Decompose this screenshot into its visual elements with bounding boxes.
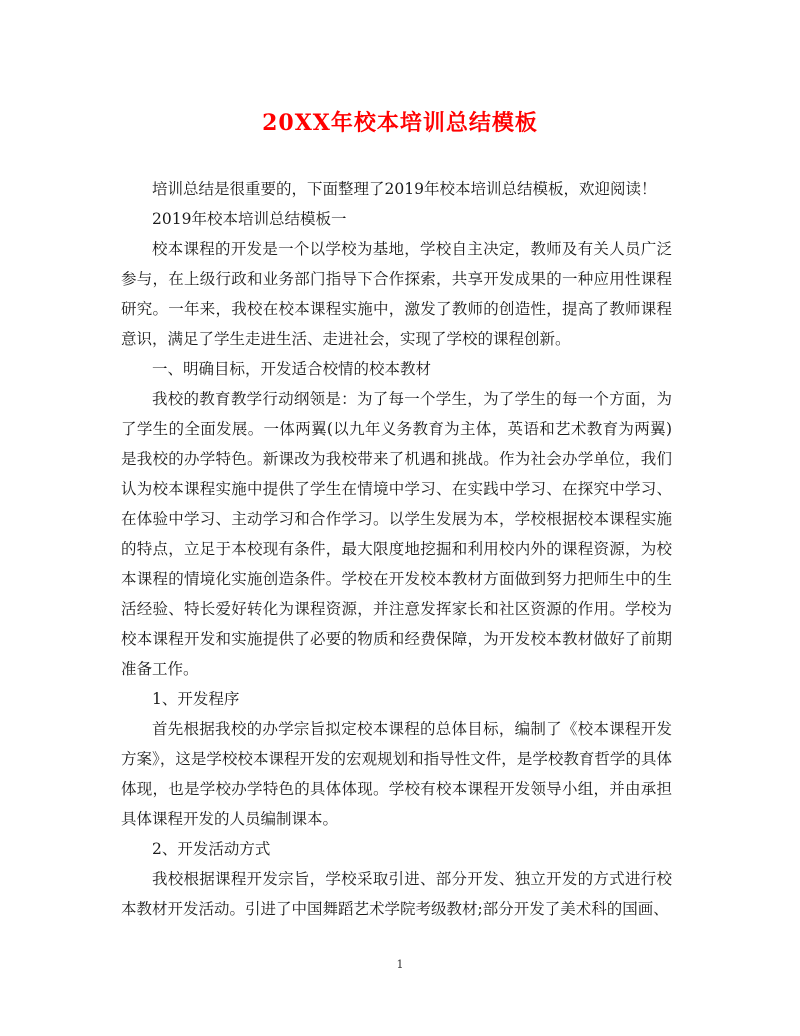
subheading-development-process: 1、开发程序 (152, 690, 240, 708)
subheading-activity-method: 2、开发活动方式 (152, 840, 271, 858)
page-number: 1 (396, 958, 404, 971)
paragraph-section-1: 我校的教育教学行动纲领是：为了每一个学生，为了学生的每一个方面，为了学生的全面发展。一体两翼(以九年义务教育为主体，英语和艺术教育为两翼)是我校的办学特色。新课改为我校带来了机遇和挑战。作为社会办学单位，我们认为校本课程实施中提供了学生在情境中学习、在实践中学习、在探究中学习、在体验中学习、主动学习和合作学习。以学生发展为本，学校根据校本课程实施的特点，立足于本校现有条件，最大限度地挖掘和利用校内外的课程资源，为校本课程的情境化实施创造条件。学校在开发校本教材方面做到努力把师生中的生活经验、特长爱好转化为课程资源，并注意发挥家长和社区资源的作用。学校为校本课程开发和实施提供了必要的物质和经费保障，为开发校本教材做好了前期准备工作。 (121, 390, 672, 678)
document-title: 20XX年校本培训总结模板 (262, 110, 538, 136)
paragraph-subtitle: 2019年校本培训总结模板一 (152, 210, 347, 228)
paragraph-intro: 培训总结是很重要的，下面整理了2019年校本培训总结模板，欢迎阅读！ (152, 180, 657, 198)
section-heading-1: 一、明确目标，开发适合校情的校本教材 (152, 360, 432, 378)
paragraph-activity-method: 我校根据课程开发宗旨，学校采取引进、部分开发、独立开发的方式进行校本教材开发活动。引进了中国舞蹈艺术学院考级教材;部分开发了美术科的国画、 (121, 870, 672, 918)
document-body (121, 174, 672, 924)
paragraph-overview: 校本课程的开发是一个以学校为基地，学校自主决定，教师及有关人员广泛参与，在上级行政和业务部门指导下合作探索，共享开发成果的一种应用性课程研究。一年来，我校在校本课程实施中，激发了教师的创造性，提高了教师课程意识，满足了学生走进生活、走进社会，实现了学校的课程创新。 (121, 240, 672, 348)
paragraph-development-process: 首先根据我校的办学宗旨拟定校本课程的总体目标，编制了《校本课程开发方案》，这是学校校本课程开发的宏观规划和指导性文件，是学校教育哲学的具体体现，也是学校办学特色的具体体现。学校有校本课程开发领导小组，并由承担具体课程开发的人员编制课本。 (121, 720, 672, 828)
